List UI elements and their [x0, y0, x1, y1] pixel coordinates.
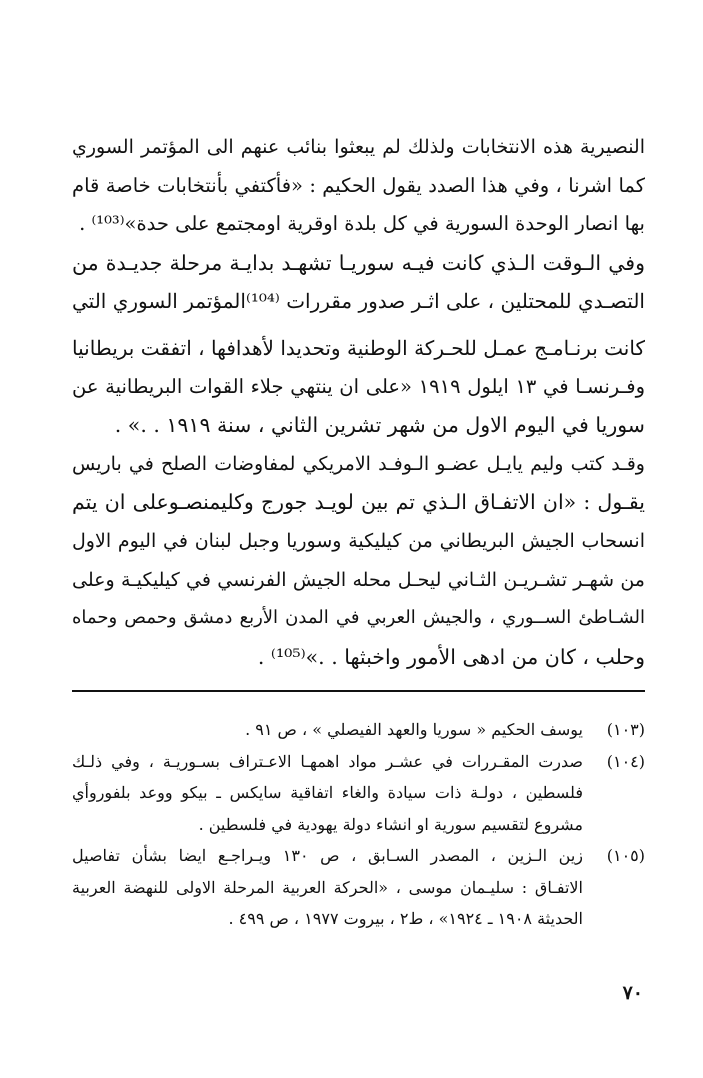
page-number: ٧٠ [622, 982, 643, 1004]
body-line: انسحاب الجيش البريطاني من كيليكية وسوريا وجبل لبنان في اليوم الاول [72, 529, 645, 552]
body-text [72, 128, 645, 676]
footnote-line: الاتفـاق : سليـمان موسى ، «الحركة العربية المرحلة الاولى للنهضة العربية [72, 877, 583, 897]
body-line: وحلب ، كان من ادهى الأمور واخبثها . .»⁽¹⁰⁵⁾ . [257, 644, 645, 669]
body-line: كانت برنـامـج عمـل للحـركة الوطنية وتحديدا لأهدافها ، اتفقت بريطانيا [72, 335, 645, 360]
footnote [72, 714, 645, 746]
body-line: من شهـر تشـريـن الثـاني ليحـل محله الجيش الفرنسي في كيليكيـة وعلى [72, 568, 645, 591]
body-line: بها انصار الوحدة السورية في كل بلدة اوقرية اومجتمع على حدة»⁽¹⁰³⁾ . [79, 212, 645, 236]
footnote-line: فلسطين ، دولـة ذات سيادة والغاء اتفاقية سايكس ـ بيكو ووعد بلفوروأي [72, 783, 583, 802]
footnote-line: يوسف الحكيم « سوريا والعهد الفيصلي » ، ص ٩١ . [245, 720, 583, 739]
body-line: النصيرية هذه الانتخابات ولذلك لم يبعثوا بنائب عنهم الى المؤتمر السوري [72, 136, 645, 158]
footnote-line: مشروع لتقسيم سورية او انشاء دولة يهودية في فلسطين . [198, 814, 583, 834]
footnote-line: زين الـزين ، المصدر السـابق ، ص ١٣٠ ويـراجـع ايضا بشأن تفاصيل [72, 846, 583, 865]
footnote [72, 840, 645, 935]
footnote-number: (١٠٤) [606, 751, 645, 771]
body-line: وفـرنسـا في ١٣ ايلول ١٩١٩ «على ان ينتهي جلاء القوات البريطانية عن [72, 374, 645, 398]
body-line: سوريا في اليوم الاول من شهر تشرين الثاني ، سنة ١٩١٩ . .» . [114, 413, 645, 438]
footnote-line: الحديثة ١٩٠٨ ـ ١٩٢٤» ، ط٢ ، بيروت ١٩٧٧ ، ص ٤٩٩ . [228, 909, 583, 928]
body-line: كما اشرنا ، وفي هذا الصدد يقول الحكيم : «فأكتفي بأنتخابات خاصة قام [72, 173, 645, 197]
footnote-number: (١٠٣) [606, 720, 645, 739]
body-line: التصـدي للمحتلين ، على اثـر صدور مقررات ⁽¹⁰⁴⁾المؤتمر السوري التي [72, 289, 645, 314]
body-line: يقـول : «ان الاتفـاق الـذي تم بين لويـد جورج وكليمنصـوعلى ان يتم [72, 490, 645, 515]
body-line: وقـد كتب وليم يايـل عضـو الـوفـد الامريكي لمفاوضات الصلح في باريس [72, 452, 645, 475]
footnote-line: صدرت المقـررات في عشـر مواد اهمهـا الاعـتراف بسـوريـة ، وفي ذلـك [72, 751, 583, 771]
footnote-number: (١٠٥) [606, 846, 645, 865]
footnote-divider [72, 690, 645, 692]
body-line: وفي الـوقت الـذي كانت فيـه سوريـا تشهـد بدايـة مرحلة جديـدة من [72, 250, 645, 275]
body-line: الشـاطئ الســوري ، والجيش العربي في المدن الأربع دمشق وحمص وحماه [72, 607, 645, 629]
footnote [72, 746, 645, 841]
footnotes [72, 714, 645, 935]
